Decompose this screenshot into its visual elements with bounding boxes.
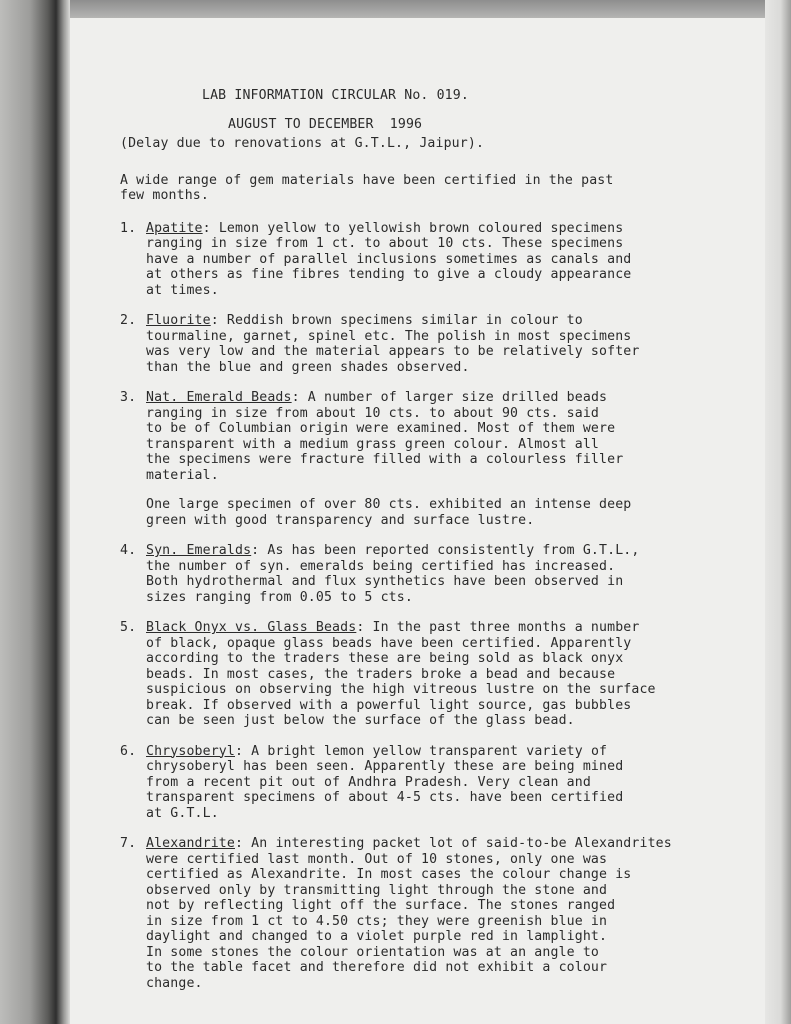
list-item — [120, 744, 770, 822]
scan-top-edge — [0, 0, 791, 20]
item-body: : An interesting packet lot of said-to-be Alexandrites were certified last month. Out of 10 stones, only one was certified as Alexandrite. In most cases the colour change is observed only by transmitting light through the stone and not by reflecting light off the surface. The stones ranged in size from 1 ct to 4.50 cts; they were greenish blue in daylight and changed to a violet purple red in lamplight. In some stones the colour orientation was at an angle to to the table facet and therefore did not exhibit a colour change. — [146, 836, 672, 991]
item-term: Black Onyx vs. Glass Beads — [146, 620, 357, 635]
item-number: 7. — [120, 836, 137, 851]
circular-title: LAB INFORMATION CIRCULAR No. 019. — [202, 88, 469, 103]
list-item — [120, 620, 770, 729]
item-number: 5. — [120, 620, 137, 635]
list-item — [120, 221, 770, 299]
item-number: 2. — [120, 313, 137, 328]
item-term: Syn. Emeralds — [146, 543, 252, 558]
item-number: 6. — [120, 743, 137, 759]
item-body: : As has been reported consistently from G.T.L., the number of syn. emeralds being certified has increased. Both hydrothermal and flux synthetics have been observed in sizes ranging from 0.05 to 5 cts. — [146, 543, 640, 605]
item-number: 1. — [120, 220, 137, 236]
item-term: Chrysoberyl — [146, 743, 235, 759]
item-term: Alexandrite — [146, 836, 235, 851]
item-term: Fluorite — [146, 313, 211, 328]
intro-paragraph: A wide range of gem materials have been certified in the past few months. — [120, 172, 614, 203]
gem-items-list — [120, 221, 770, 992]
item-extra-paragraph: One large specimen of over 80 cts. exhibited an intense deep green with good transparency and surface lustre. — [146, 497, 632, 528]
item-term: Nat. Emerald Beads — [146, 390, 292, 405]
circular-delay-note: (Delay due to renovations at G.T.L., Jaipur). — [120, 136, 485, 151]
item-term: Apatite — [146, 220, 203, 236]
list-item — [120, 836, 770, 991]
circular-text — [120, 88, 770, 1006]
item-number: 4. — [120, 543, 137, 558]
item-body: : Lemon yellow to yellowish brown coloured specimens ranging in size from 1 ct. to about 10 cts. These specimens have a number of parallel inclusions sometimes as canals and at others as fine fibres tending to give a cloudy appearance at times. — [146, 220, 632, 298]
item-body: : A number of larger size drilled beads ranging in size from about 10 cts. to about 90 cts. said to be of Columbian origin were examined. Most of them were transparent with a medium grass green colour. Almost all the specimens were fracture filled with a colourless filler material. — [146, 390, 624, 483]
item-body: : A bright lemon yellow transparent variety of chrysoberyl has been seen. Apparently these are being mined from a recent pit out of Andhra Pradesh. Very clean and transparent specimens of about 4-5 cts. have been certified at G.T.L. — [146, 743, 624, 821]
scan-binding-shadow — [0, 0, 70, 1024]
list-item — [120, 390, 770, 528]
item-body: : Reddish brown specimens similar in colour to tourmaline, garnet, spinel etc. The polish in most specimens was very low and the material appears to be relatively softer than the blue and green shades observed. — [146, 313, 640, 375]
list-item — [120, 543, 770, 605]
item-body: : In the past three months a number of black, opaque glass beads have been certified. Apparently according to the traders these are being sold as black onyx beads. In most cases, the traders broke a bead and because suspicious on observing the high vitreous lustre on the surface break. If observed with a powerful light source, gas bubbles can be seen just below the surface of the glass bead. — [146, 620, 656, 728]
list-item — [120, 313, 770, 375]
item-number: 3. — [120, 390, 137, 405]
circular-period: AUGUST TO DECEMBER 1996 — [228, 116, 423, 132]
